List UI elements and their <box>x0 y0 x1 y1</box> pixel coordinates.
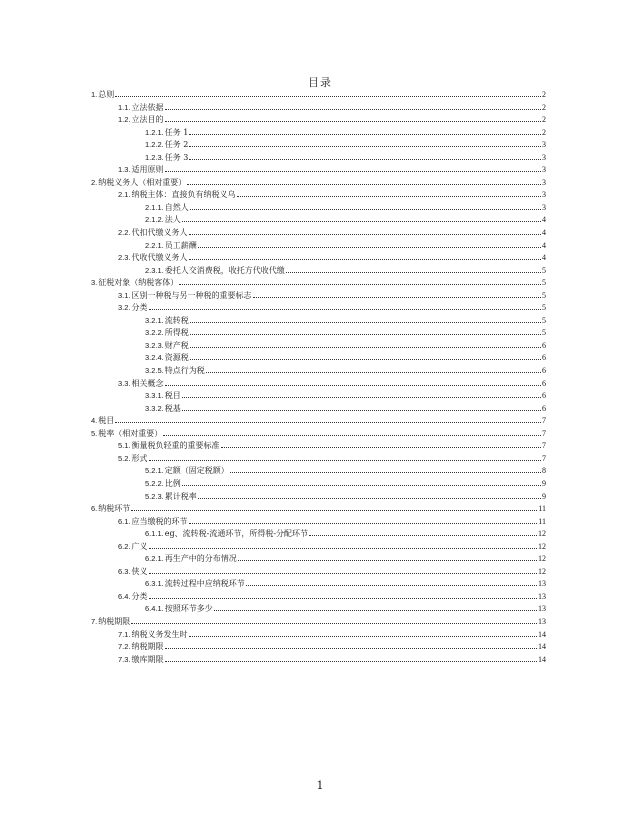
toc-entry[interactable] <box>91 227 546 240</box>
toc-entry-title: 法人 <box>164 215 181 225</box>
toc-entry-title: 委托人交消费税，收托方代收代缴 <box>164 265 285 275</box>
toc-entry-number: 2.3.1. <box>145 265 164 275</box>
toc-dot-leader <box>131 623 537 624</box>
toc-dot-leader <box>115 422 541 423</box>
toc-dot-leader <box>149 309 541 310</box>
toc-entry-number: 1. <box>91 90 98 99</box>
toc-entry[interactable] <box>91 578 546 591</box>
toc-entry-number: 3.2.2. <box>145 328 164 338</box>
toc-entry-number: 5.1. <box>118 441 131 451</box>
toc-entry[interactable] <box>91 415 546 428</box>
toc-entry-title: 资源税 <box>164 353 189 363</box>
toc-entry-page: 4 <box>542 228 546 238</box>
toc-entry[interactable] <box>91 214 546 227</box>
toc-entry-title: 征税对象（纳税客体） <box>98 278 179 288</box>
toc-entry-page: 3 <box>542 177 546 187</box>
toc-entry-title: 所得税 <box>164 328 189 338</box>
toc-entry-page: 3 <box>542 140 546 150</box>
toc-dot-leader <box>165 121 541 122</box>
toc-entry-number: 5.2.2. <box>145 478 164 488</box>
toc-entry-page: 6 <box>542 340 546 350</box>
toc-entry-page: 2 <box>542 115 546 125</box>
toc-entry-number: 3.1. <box>118 290 131 300</box>
toc-entry-page: 7 <box>542 428 546 438</box>
toc-entry[interactable] <box>91 152 546 165</box>
toc-entry-page: 5 <box>542 315 546 325</box>
toc-entry[interactable] <box>91 591 546 604</box>
toc-entry-page: 3 <box>542 202 546 212</box>
toc-dot-leader <box>190 347 541 348</box>
toc-dot-leader <box>198 498 541 499</box>
toc-entry-page: 9 <box>542 478 546 488</box>
toc-entry-number: 1.3. <box>118 165 131 175</box>
toc-entry-title: 纳税主体：直接负有纳税义乌 <box>131 190 236 200</box>
toc-entry-title: 立法依据 <box>131 102 164 112</box>
toc-entry-number: 2.1. <box>118 190 131 200</box>
toc-entry-page: 2 <box>542 90 546 99</box>
toc-dot-leader <box>163 435 541 436</box>
toc-entry[interactable] <box>91 114 546 127</box>
toc-entry[interactable] <box>91 566 546 579</box>
toc-entry-title: 区别一种税与另一种税的重要标志 <box>131 290 252 300</box>
toc-dot-leader <box>149 598 537 599</box>
toc-dot-leader <box>189 234 541 235</box>
toc-entry-title: 任务 3 <box>164 152 189 162</box>
toc-dot-leader <box>206 372 541 373</box>
toc-entry-page: 9 <box>542 491 546 501</box>
toc-entry[interactable] <box>91 491 546 504</box>
toc-entry-number: 2.3. <box>118 253 131 263</box>
toc-entry[interactable] <box>91 516 546 529</box>
toc-entry[interactable] <box>91 440 546 453</box>
toc-entry-number: 7.1. <box>118 629 131 639</box>
toc-dot-leader <box>189 259 541 260</box>
toc-dot-leader <box>165 385 541 386</box>
page-number: 1 <box>316 779 324 792</box>
toc-entry-page: 5 <box>542 303 546 313</box>
toc-entry-page: 14 <box>538 654 546 664</box>
toc-entry-title: 任务 1 <box>164 127 189 137</box>
toc-entry-page: 6 <box>542 353 546 363</box>
toc-entry-number: 7.3. <box>118 654 131 664</box>
toc-dot-leader <box>189 636 537 637</box>
toc-dot-leader <box>131 510 537 511</box>
toc-entry-title: 分类 <box>131 591 148 601</box>
toc-entry-page: 12 <box>538 541 546 551</box>
toc-entry-title: 按照环节多少 <box>164 604 213 614</box>
toc-entry-title: 税目 <box>164 391 181 401</box>
toc-dot-leader <box>187 184 541 185</box>
toc-entry[interactable] <box>91 654 546 667</box>
toc-entry-title: 应当缴税的环节 <box>131 516 188 526</box>
toc-entry-number: 6.4.1. <box>145 604 164 614</box>
toc-entry[interactable] <box>91 139 546 152</box>
page-title: 目录 <box>308 76 332 89</box>
toc-entry[interactable] <box>91 603 546 616</box>
toc-entry-title: 总则 <box>98 90 115 99</box>
toc-entry-number: 2.2. <box>118 228 131 238</box>
toc-entry-title: 代收代缴义务人 <box>131 253 188 263</box>
toc-entry-number: 2.1.2. <box>145 215 164 225</box>
toc-entry-number: 3.2.1. <box>145 315 164 325</box>
toc-entry-number: 6.3.1. <box>145 579 164 589</box>
toc-dot-leader <box>190 334 541 335</box>
toc-entry-page: 13 <box>538 591 546 601</box>
toc-dot-leader <box>238 560 537 561</box>
toc-dot-leader <box>189 523 538 524</box>
toc-entry-page: 4 <box>542 215 546 225</box>
toc-entry-title: 流转过程中应纳税环节 <box>164 579 245 589</box>
toc-entry-page: 11 <box>538 516 546 526</box>
toc-entry-page: 6 <box>542 378 546 388</box>
toc-entry-page: 7 <box>542 453 546 463</box>
toc-entry-page: 6 <box>542 366 546 376</box>
toc-entry-title: 广义 <box>131 541 148 551</box>
toc-entry-number: 5. <box>91 428 98 438</box>
toc-entry-number: 2.2.1. <box>145 240 164 250</box>
toc-dot-leader <box>189 159 541 160</box>
toc-entry[interactable] <box>91 453 546 466</box>
toc-entry-page: 5 <box>542 290 546 300</box>
toc-dot-leader <box>198 247 541 248</box>
toc-entry-number: 3.3. <box>118 378 131 388</box>
toc-entry[interactable] <box>91 89 546 102</box>
toc-entry-number: 5.2. <box>118 453 131 463</box>
toc-entry[interactable] <box>91 503 546 516</box>
toc-entry-number: 6.4. <box>118 591 131 601</box>
toc-dot-leader <box>165 109 541 110</box>
toc-dot-leader <box>237 196 541 197</box>
toc-dot-leader <box>182 485 541 486</box>
toc-entry-page: 12 <box>538 529 546 539</box>
toc-entry-page: 7 <box>542 441 546 451</box>
toc-entry-number: 3.2.5. <box>145 366 164 376</box>
toc-entry-number: 6.3. <box>118 566 131 576</box>
toc-entry-number: 2. <box>91 177 98 187</box>
toc-entry[interactable] <box>91 378 546 391</box>
toc-entry[interactable] <box>91 390 546 403</box>
toc-entry-title: 再生产中的分布情况 <box>164 554 237 564</box>
toc-entry-title: 纳税环节 <box>98 504 131 514</box>
toc-dot-leader <box>182 221 541 222</box>
toc-entry-number: 3.3.2. <box>145 403 164 413</box>
toc-dot-leader <box>190 209 541 210</box>
toc-entry-page: 3 <box>542 165 546 175</box>
toc-entry[interactable] <box>91 265 546 278</box>
toc-dot-leader <box>189 134 541 135</box>
toc-dot-leader <box>165 661 537 662</box>
toc-entry-number: 1.2. <box>118 115 131 125</box>
toc-dot-leader <box>309 535 537 536</box>
toc-entry[interactable] <box>91 403 546 416</box>
toc-entry-number: 3.2.4. <box>145 353 164 363</box>
toc-entry-number: 1.2.3. <box>145 152 164 162</box>
toc-entry[interactable] <box>91 177 546 190</box>
toc-dot-leader <box>246 585 537 586</box>
toc-entry-page: 13 <box>538 604 546 614</box>
toc-entry-title: 任务 2 <box>164 140 189 150</box>
toc-entry-title: eg、流转税-流通环节，所得税-分配环节 <box>164 529 309 539</box>
toc-entry-title: 税率（相对重要） <box>98 428 163 438</box>
toc-entry-page: 2 <box>542 127 546 137</box>
toc-entry-title: 税基 <box>164 403 181 413</box>
toc-dot-leader <box>149 460 541 461</box>
toc-entry-page: 7 <box>542 416 546 426</box>
toc-entry-title: 适用原则 <box>131 165 164 175</box>
toc-entry-page: 5 <box>542 328 546 338</box>
toc-entry-number: 1.2.2. <box>145 140 164 150</box>
toc-entry[interactable] <box>91 164 546 177</box>
toc-entry-number: 1.2.1. <box>145 127 164 137</box>
toc-entry-title: 纳税期限 <box>98 616 131 626</box>
toc-entry[interactable] <box>91 102 546 115</box>
toc-entry[interactable] <box>91 340 546 353</box>
toc-entry-page: 6 <box>542 391 546 401</box>
toc-entry-title: 缴库期限 <box>131 654 164 664</box>
toc-dot-leader <box>190 322 541 323</box>
toc-entry-page: 13 <box>538 579 546 589</box>
toc-entry-number: 6. <box>91 504 98 514</box>
toc-dot-leader <box>165 171 541 172</box>
toc-entry-title: 相关概念 <box>131 378 164 388</box>
toc-entry-number: 3.2. <box>118 303 131 313</box>
toc-entry[interactable] <box>91 302 546 315</box>
toc-entry-number: 4. <box>91 416 98 426</box>
toc-entry-number: 6.2.1. <box>145 554 164 564</box>
toc-entry[interactable] <box>91 240 546 253</box>
toc-dot-leader <box>182 397 541 398</box>
toc-entry-title: 财产税 <box>164 340 189 350</box>
toc-entry[interactable] <box>91 528 546 541</box>
toc-dot-leader <box>182 410 541 411</box>
toc-entry[interactable] <box>91 252 546 265</box>
toc-entry-page: 3 <box>542 152 546 162</box>
toc-entry[interactable] <box>91 629 546 642</box>
toc-dot-leader <box>115 96 541 97</box>
toc-entry[interactable] <box>91 428 546 441</box>
table-of-contents <box>91 89 546 666</box>
toc-entry[interactable] <box>91 315 546 328</box>
toc-entry[interactable] <box>91 189 546 202</box>
toc-dot-leader <box>286 272 541 273</box>
toc-entry[interactable] <box>91 277 546 290</box>
toc-entry-title: 特点行为税 <box>164 366 205 376</box>
toc-entry-page: 11 <box>538 504 546 514</box>
toc-entry-title: 形式 <box>131 453 148 463</box>
toc-dot-leader <box>149 548 537 549</box>
toc-entry-title: 税目 <box>98 416 115 426</box>
toc-entry[interactable] <box>91 127 546 140</box>
toc-entry-number: 7.2. <box>118 642 131 652</box>
toc-entry-number: 1.1. <box>118 102 131 112</box>
toc-entry[interactable] <box>91 616 546 629</box>
toc-dot-leader <box>214 610 537 611</box>
toc-entry[interactable] <box>91 541 546 554</box>
toc-entry-number: 6.2. <box>118 541 131 551</box>
toc-entry-title: 自然人 <box>164 202 189 212</box>
toc-dot-leader <box>230 472 541 473</box>
toc-entry-title: 累计税率 <box>164 491 197 501</box>
toc-entry-page: 12 <box>538 566 546 576</box>
toc-entry-page: 8 <box>542 466 546 476</box>
toc-entry-page: 2 <box>542 102 546 112</box>
toc-entry-title: 比例 <box>164 478 181 488</box>
toc-entry-number: 3. <box>91 278 98 288</box>
toc-entry-title: 纳税义务发生时 <box>131 629 188 639</box>
toc-entry-title: 流转税 <box>164 315 189 325</box>
toc-entry-title: 衡量税负轻重的重要标准 <box>131 441 220 451</box>
toc-entry-title: 员工薪酬 <box>164 240 197 250</box>
toc-entry-page: 4 <box>542 240 546 250</box>
toc-entry-page: 14 <box>538 642 546 652</box>
toc-entry-title: 代扣代缴义务人 <box>131 228 188 238</box>
toc-entry[interactable] <box>91 553 546 566</box>
toc-entry-number: 6.1. <box>118 516 131 526</box>
toc-entry-number: 5.2.1. <box>145 466 164 476</box>
toc-entry-page: 14 <box>538 629 546 639</box>
toc-entry[interactable] <box>91 327 546 340</box>
toc-entry-number: 5.2.3. <box>145 491 164 501</box>
toc-entry[interactable] <box>91 352 546 365</box>
toc-entry-title: 分类 <box>131 303 148 313</box>
toc-entry-number: 2.1.1. <box>145 202 164 212</box>
toc-dot-leader <box>165 648 537 649</box>
toc-dot-leader <box>221 447 541 448</box>
toc-dot-leader <box>179 284 541 285</box>
toc-entry[interactable] <box>91 465 546 478</box>
toc-entry[interactable] <box>91 290 546 303</box>
toc-entry-page: 13 <box>538 616 546 626</box>
toc-entry-title: 侠义 <box>131 566 148 576</box>
toc-entry-title: 纳税期限 <box>131 642 164 652</box>
toc-dot-leader <box>149 573 537 574</box>
toc-entry-page: 6 <box>542 403 546 413</box>
toc-dot-leader <box>189 146 541 147</box>
toc-entry-number: 6.1.1. <box>145 529 164 539</box>
toc-dot-leader <box>190 359 541 360</box>
toc-dot-leader <box>253 297 541 298</box>
toc-entry-number: 3.2.3. <box>145 340 164 350</box>
toc-entry-page: 4 <box>542 253 546 263</box>
toc-entry-page: 5 <box>542 278 546 288</box>
toc-entry-title: 纳税义务人（相对重要） <box>98 177 187 187</box>
toc-entry-page: 3 <box>542 190 546 200</box>
toc-entry[interactable] <box>91 641 546 654</box>
toc-entry-title: 定额（固定税额） <box>164 466 229 476</box>
toc-entry-title: 立法目的 <box>131 115 164 125</box>
toc-entry-number: 3.3.1. <box>145 391 164 401</box>
toc-entry[interactable] <box>91 365 546 378</box>
toc-entry[interactable] <box>91 202 546 215</box>
toc-entry-number: 7. <box>91 616 98 626</box>
toc-entry-page: 12 <box>538 554 546 564</box>
toc-entry[interactable] <box>91 478 546 491</box>
toc-entry-page: 5 <box>542 265 546 275</box>
